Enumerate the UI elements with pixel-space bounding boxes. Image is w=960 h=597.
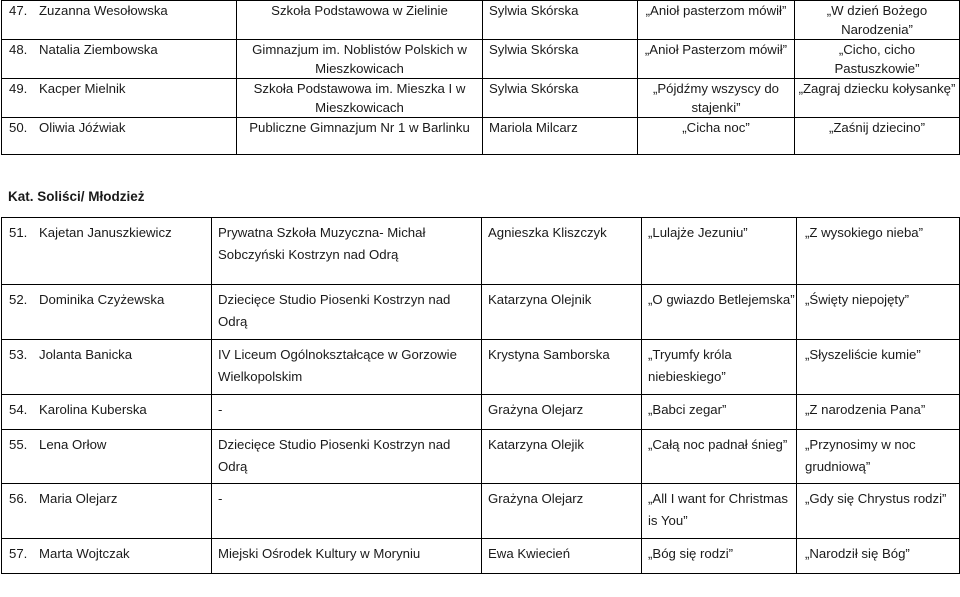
song-1-cell: „All I want for Christmas is You” bbox=[642, 484, 797, 539]
entry-number: 54. bbox=[9, 402, 28, 417]
song-1-cell: „O gwiazdo Betlejemska” bbox=[642, 285, 797, 340]
school-cell: Publiczne Gimnazjum Nr 1 w Barlinku bbox=[237, 118, 483, 155]
participant-name: Oliwia Jóźwiak bbox=[39, 120, 126, 135]
school-cell: Dziecięce Studio Piosenki Kostrzyn nad Odrą bbox=[212, 430, 482, 484]
table-row bbox=[2, 79, 960, 118]
song-1-cell: „Babci zegar” bbox=[642, 395, 797, 430]
participants-table-bottom bbox=[1, 217, 960, 574]
entry-number: 56. bbox=[9, 491, 28, 506]
song-2-cell: „Narodził się Bóg” bbox=[797, 539, 960, 574]
participant-name: Zuzanna Wesołowska bbox=[39, 3, 168, 18]
participant-name: Jolanta Banicka bbox=[39, 347, 133, 362]
teacher-cell: Katarzyna Olejnik bbox=[482, 285, 642, 340]
table-row bbox=[2, 118, 960, 155]
teacher-cell: Krystyna Samborska bbox=[482, 340, 642, 395]
teacher-cell: Grażyna Olejarz bbox=[482, 484, 642, 539]
school-cell: - bbox=[212, 395, 482, 430]
participant-cell bbox=[2, 539, 212, 574]
school-cell: Szkoła Podstawowa w Zielinie bbox=[237, 1, 483, 40]
participant-cell bbox=[2, 40, 237, 79]
teacher-cell: Sylwia Skórska bbox=[483, 40, 638, 79]
school-cell: IV Liceum Ogólnokształcące w Gorzowie Wielkopolskim bbox=[212, 340, 482, 395]
table-row bbox=[2, 539, 960, 574]
participant-name: Lena Orłow bbox=[39, 437, 107, 452]
entry-number: 52. bbox=[9, 292, 28, 307]
entry-number: 49. bbox=[9, 81, 28, 96]
song-1-cell: „Bóg się rodzi” bbox=[642, 539, 797, 574]
participant-name: Kajetan Januszkiewicz bbox=[39, 225, 172, 240]
teacher-cell: Katarzyna Olejik bbox=[482, 430, 642, 484]
school-cell: Dziecięce Studio Piosenki Kostrzyn nad Odrą bbox=[212, 285, 482, 340]
song-1-cell: „Całą noc padnał śnieg” bbox=[642, 430, 797, 484]
table-row bbox=[2, 40, 960, 79]
participant-cell bbox=[2, 340, 212, 395]
entry-number: 57. bbox=[9, 546, 28, 561]
song-2-cell: „Święty niepojęty” bbox=[797, 285, 960, 340]
participant-name: Dominika Czyżewska bbox=[39, 292, 165, 307]
song-2-cell: „Gdy się Chrystus rodzi” bbox=[797, 484, 960, 539]
school-cell: Prywatna Szkoła Muzyczna- Michał Sobczyński Kostrzyn nad Odrą bbox=[212, 218, 482, 285]
participant-name: Kacper Mielnik bbox=[39, 81, 126, 96]
school-cell: Miejski Ośrodek Kultury w Moryniu bbox=[212, 539, 482, 574]
entry-number: 47. bbox=[9, 3, 28, 18]
participant-cell bbox=[2, 218, 212, 285]
participants-table-top bbox=[1, 0, 960, 155]
song-2-cell: „Przynosimy w noc grudniową” bbox=[797, 430, 960, 484]
teacher-cell: Agnieszka Kliszczyk bbox=[482, 218, 642, 285]
song-1-cell: „Anioł pasterzom mówił” bbox=[638, 1, 795, 40]
table-row bbox=[2, 1, 960, 40]
table-row bbox=[2, 484, 960, 539]
entry-number: 53. bbox=[9, 347, 28, 362]
category-heading: Kat. Soliści/ Młodzież bbox=[8, 189, 145, 204]
participant-cell bbox=[2, 79, 237, 118]
table-row bbox=[2, 285, 960, 340]
participant-cell bbox=[2, 285, 212, 340]
song-2-cell: „Cicho, cicho Pastuszkowie” bbox=[795, 40, 960, 79]
entry-number: 51. bbox=[9, 225, 28, 240]
song-2-cell: „W dzień Bożego Narodzenia” bbox=[795, 1, 960, 40]
song-1-cell: „Lulajże Jezuniu” bbox=[642, 218, 797, 285]
participant-name: Maria Olejarz bbox=[39, 491, 118, 506]
participant-name: Marta Wojtczak bbox=[39, 546, 130, 561]
teacher-cell: Sylwia Skórska bbox=[483, 1, 638, 40]
song-2-cell: „Słyszeliście kumie” bbox=[797, 340, 960, 395]
participant-cell bbox=[2, 118, 237, 155]
song-2-cell: „Z narodzenia Pana” bbox=[797, 395, 960, 430]
participant-name: Natalia Ziembowska bbox=[39, 42, 158, 57]
teacher-cell: Grażyna Olejarz bbox=[482, 395, 642, 430]
table-row bbox=[2, 430, 960, 484]
song-1-cell: „Pójdźmy wszyscy do stajenki” bbox=[638, 79, 795, 118]
song-2-cell: „Zagraj dziecku kołysankę” bbox=[795, 79, 960, 118]
song-1-cell: „Tryumfy króla niebieskiego” bbox=[642, 340, 797, 395]
table-row bbox=[2, 340, 960, 395]
entry-number: 48. bbox=[9, 42, 28, 57]
school-cell: Gimnazjum im. Noblistów Polskich w Mieszkowicach bbox=[237, 40, 483, 79]
song-2-cell: „Zaśnij dziecino” bbox=[795, 118, 960, 155]
table-row bbox=[2, 218, 960, 285]
song-1-cell: „Cicha noc” bbox=[638, 118, 795, 155]
teacher-cell: Sylwia Skórska bbox=[483, 79, 638, 118]
song-2-cell: „Z wysokiego nieba” bbox=[797, 218, 960, 285]
school-cell: Szkoła Podstawowa im. Mieszka I w Mieszkowicach bbox=[237, 79, 483, 118]
participant-name: Karolina Kuberska bbox=[39, 402, 147, 417]
participant-cell bbox=[2, 1, 237, 40]
teacher-cell: Mariola Milcarz bbox=[483, 118, 638, 155]
participant-cell bbox=[2, 395, 212, 430]
teacher-cell: Ewa Kwiecień bbox=[482, 539, 642, 574]
table-row bbox=[2, 395, 960, 430]
entry-number: 50. bbox=[9, 120, 28, 135]
participant-cell bbox=[2, 430, 212, 484]
participant-cell bbox=[2, 484, 212, 539]
school-cell: - bbox=[212, 484, 482, 539]
entry-number: 55. bbox=[9, 437, 28, 452]
song-1-cell: „Anioł Pasterzom mówił” bbox=[638, 40, 795, 79]
